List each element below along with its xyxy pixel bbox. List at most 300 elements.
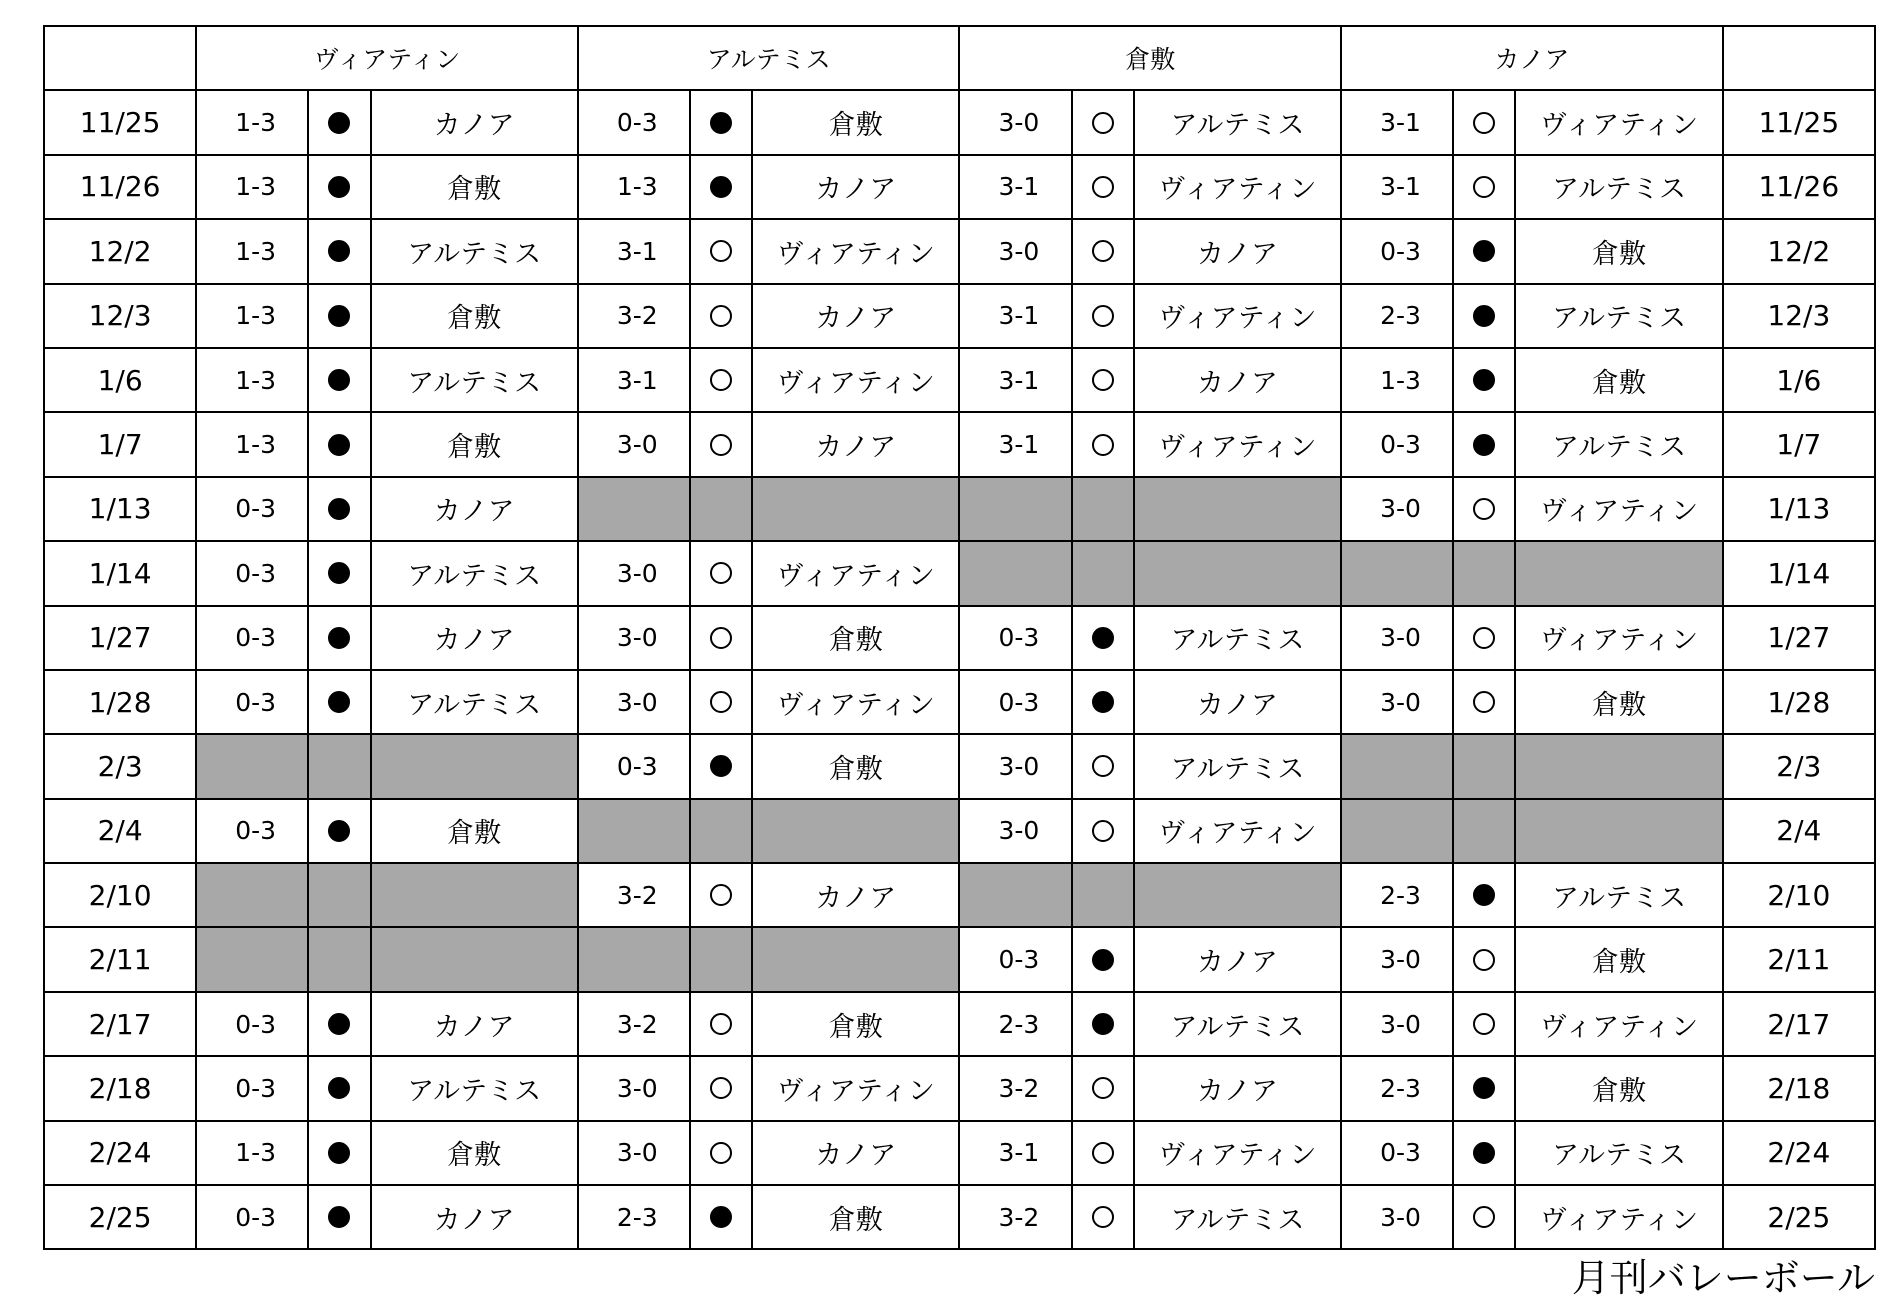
score-cell: 0-3 bbox=[196, 1185, 308, 1249]
open-circle-icon bbox=[710, 884, 732, 906]
date-cell: 2/25 bbox=[44, 1185, 196, 1249]
score-cell: 3-1 bbox=[959, 155, 1071, 219]
open-circle-icon bbox=[1473, 627, 1495, 649]
score-cell: 1-3 bbox=[196, 90, 308, 154]
result-cell bbox=[690, 1121, 752, 1185]
table-row bbox=[44, 1056, 1875, 1120]
empty-result-cell bbox=[1072, 541, 1134, 605]
result-cell bbox=[1072, 734, 1134, 798]
empty-opponent-cell bbox=[1515, 541, 1722, 605]
opponent-cell: アルテミス bbox=[371, 348, 578, 412]
opponent-cell: 倉敷 bbox=[1515, 348, 1722, 412]
filled-circle-icon bbox=[328, 1206, 350, 1228]
open-circle-icon bbox=[710, 1142, 732, 1164]
open-circle-icon bbox=[710, 627, 732, 649]
date-cell: 11/26 bbox=[44, 155, 196, 219]
open-circle-icon bbox=[710, 562, 732, 584]
score-cell: 1-3 bbox=[196, 155, 308, 219]
open-circle-icon bbox=[710, 434, 732, 456]
result-cell bbox=[308, 348, 370, 412]
opponent-cell: 倉敷 bbox=[1515, 670, 1722, 734]
schedule-table bbox=[43, 25, 1876, 1250]
result-cell bbox=[1453, 992, 1515, 1056]
result-cell bbox=[1453, 155, 1515, 219]
opponent-cell: アルテミス bbox=[1134, 734, 1341, 798]
filled-circle-icon bbox=[1473, 1142, 1495, 1164]
opponent-cell: アルテミス bbox=[1134, 90, 1341, 154]
opponent-cell: カノア bbox=[371, 90, 578, 154]
open-circle-icon bbox=[1092, 112, 1114, 134]
empty-score-cell bbox=[959, 863, 1071, 927]
table-row bbox=[44, 1185, 1875, 1249]
opponent-cell: カノア bbox=[752, 1121, 959, 1185]
empty-opponent-cell bbox=[1134, 477, 1341, 541]
score-cell: 3-0 bbox=[578, 412, 690, 476]
empty-result-cell bbox=[308, 927, 370, 991]
filled-circle-icon bbox=[328, 434, 350, 456]
date-cell-right: 1/6 bbox=[1723, 348, 1875, 412]
empty-opponent-cell bbox=[752, 927, 959, 991]
score-cell: 1-3 bbox=[196, 284, 308, 348]
empty-score-cell bbox=[1341, 541, 1453, 605]
opponent-cell: カノア bbox=[1134, 1056, 1341, 1120]
filled-circle-icon bbox=[328, 820, 350, 842]
empty-opponent-cell bbox=[371, 863, 578, 927]
opponent-cell: 倉敷 bbox=[752, 734, 959, 798]
score-cell: 3-0 bbox=[959, 90, 1071, 154]
opponent-cell: ヴィアティン bbox=[1134, 1121, 1341, 1185]
filled-circle-icon bbox=[328, 112, 350, 134]
open-circle-icon bbox=[1092, 1142, 1114, 1164]
score-cell: 0-3 bbox=[196, 606, 308, 670]
open-circle-icon bbox=[710, 1013, 732, 1035]
table-row bbox=[44, 606, 1875, 670]
open-circle-icon bbox=[1092, 755, 1114, 777]
filled-circle-icon bbox=[328, 369, 350, 391]
table-row bbox=[44, 670, 1875, 734]
table-row bbox=[44, 799, 1875, 863]
table-row bbox=[44, 1121, 1875, 1185]
table-row bbox=[44, 284, 1875, 348]
opponent-cell: アルテミス bbox=[1134, 1185, 1341, 1249]
result-cell bbox=[690, 606, 752, 670]
opponent-cell: ヴィアティン bbox=[752, 670, 959, 734]
score-cell: 3-0 bbox=[959, 219, 1071, 283]
result-cell bbox=[1453, 927, 1515, 991]
opponent-cell: 倉敷 bbox=[1515, 219, 1722, 283]
filled-circle-icon bbox=[1473, 1077, 1495, 1099]
date-cell: 2/10 bbox=[44, 863, 196, 927]
result-cell bbox=[308, 90, 370, 154]
result-cell bbox=[308, 155, 370, 219]
result-cell bbox=[308, 284, 370, 348]
filled-circle-icon bbox=[328, 240, 350, 262]
opponent-cell: アルテミス bbox=[1515, 284, 1722, 348]
date-cell: 11/25 bbox=[44, 90, 196, 154]
date-cell: 1/27 bbox=[44, 606, 196, 670]
source-credit: 月刊バレーボール bbox=[1571, 1256, 1875, 1300]
result-cell bbox=[1072, 670, 1134, 734]
date-cell: 1/7 bbox=[44, 412, 196, 476]
table-row bbox=[44, 992, 1875, 1056]
result-cell bbox=[1453, 863, 1515, 927]
result-cell bbox=[308, 412, 370, 476]
date-cell-right: 11/26 bbox=[1723, 155, 1875, 219]
opponent-cell: カノア bbox=[1134, 219, 1341, 283]
open-circle-icon bbox=[1092, 434, 1114, 456]
result-cell bbox=[1072, 1056, 1134, 1120]
result-cell bbox=[1453, 1121, 1515, 1185]
result-cell bbox=[690, 219, 752, 283]
opponent-cell: カノア bbox=[752, 155, 959, 219]
header-corner-right bbox=[1723, 26, 1875, 90]
opponent-cell: カノア bbox=[752, 284, 959, 348]
result-cell bbox=[1453, 1056, 1515, 1120]
result-cell bbox=[690, 541, 752, 605]
table-row bbox=[44, 541, 1875, 605]
empty-score-cell bbox=[196, 927, 308, 991]
result-cell bbox=[690, 734, 752, 798]
table-row bbox=[44, 155, 1875, 219]
score-cell: 0-3 bbox=[578, 90, 690, 154]
score-cell: 3-0 bbox=[1341, 1185, 1453, 1249]
empty-result-cell bbox=[1072, 863, 1134, 927]
result-cell bbox=[1072, 1185, 1134, 1249]
score-cell: 1-3 bbox=[578, 155, 690, 219]
open-circle-icon bbox=[1092, 369, 1114, 391]
score-cell: 3-1 bbox=[1341, 155, 1453, 219]
empty-score-cell bbox=[578, 927, 690, 991]
result-cell bbox=[1453, 219, 1515, 283]
opponent-cell: カノア bbox=[752, 412, 959, 476]
result-cell bbox=[1453, 670, 1515, 734]
opponent-cell: 倉敷 bbox=[752, 1185, 959, 1249]
empty-score-cell bbox=[1341, 799, 1453, 863]
result-cell bbox=[1072, 90, 1134, 154]
result-cell bbox=[690, 412, 752, 476]
date-cell-right: 2/11 bbox=[1723, 927, 1875, 991]
score-cell: 3-0 bbox=[959, 799, 1071, 863]
opponent-cell: カノア bbox=[371, 992, 578, 1056]
filled-circle-icon bbox=[328, 305, 350, 327]
opponent-cell: ヴィアティン bbox=[1134, 155, 1341, 219]
result-cell bbox=[1453, 477, 1515, 541]
date-cell: 2/11 bbox=[44, 927, 196, 991]
filled-circle-icon bbox=[1092, 1013, 1114, 1035]
result-cell bbox=[1072, 155, 1134, 219]
date-cell: 1/13 bbox=[44, 477, 196, 541]
opponent-cell: 倉敷 bbox=[752, 90, 959, 154]
open-circle-icon bbox=[1092, 1077, 1114, 1099]
opponent-cell: 倉敷 bbox=[1515, 1056, 1722, 1120]
score-cell: 2-3 bbox=[1341, 1056, 1453, 1120]
result-cell bbox=[308, 1056, 370, 1120]
open-circle-icon bbox=[1473, 1206, 1495, 1228]
score-cell: 0-3 bbox=[196, 670, 308, 734]
open-circle-icon bbox=[1473, 498, 1495, 520]
opponent-cell: ヴィアティン bbox=[1515, 606, 1722, 670]
score-cell: 3-2 bbox=[959, 1056, 1071, 1120]
date-cell-right: 2/17 bbox=[1723, 992, 1875, 1056]
opponent-cell: カノア bbox=[752, 863, 959, 927]
open-circle-icon bbox=[1092, 305, 1114, 327]
score-cell: 3-0 bbox=[578, 1056, 690, 1120]
score-cell: 0-3 bbox=[578, 734, 690, 798]
empty-result-cell bbox=[308, 863, 370, 927]
filled-circle-icon bbox=[328, 1013, 350, 1035]
empty-result-cell bbox=[1453, 734, 1515, 798]
date-cell-right: 11/25 bbox=[1723, 90, 1875, 154]
opponent-cell: アルテミス bbox=[1515, 412, 1722, 476]
date-cell: 2/3 bbox=[44, 734, 196, 798]
score-cell: 3-2 bbox=[578, 992, 690, 1056]
date-cell: 2/4 bbox=[44, 799, 196, 863]
result-cell bbox=[690, 90, 752, 154]
empty-opponent-cell bbox=[1134, 541, 1341, 605]
score-cell: 0-3 bbox=[196, 992, 308, 1056]
opponent-cell: カノア bbox=[371, 477, 578, 541]
empty-result-cell bbox=[1072, 477, 1134, 541]
score-cell: 0-3 bbox=[196, 477, 308, 541]
date-cell-right: 1/14 bbox=[1723, 541, 1875, 605]
score-cell: 0-3 bbox=[196, 541, 308, 605]
filled-circle-icon bbox=[1473, 369, 1495, 391]
empty-opponent-cell bbox=[752, 477, 959, 541]
opponent-cell: アルテミス bbox=[1515, 155, 1722, 219]
result-cell bbox=[1072, 606, 1134, 670]
score-cell: 3-0 bbox=[578, 541, 690, 605]
opponent-cell: 倉敷 bbox=[371, 284, 578, 348]
result-cell bbox=[690, 670, 752, 734]
score-cell: 3-0 bbox=[1341, 670, 1453, 734]
result-cell bbox=[1453, 1185, 1515, 1249]
opponent-cell: ヴィアティン bbox=[1134, 799, 1341, 863]
schedule-body bbox=[44, 26, 1875, 1249]
score-cell: 3-0 bbox=[578, 670, 690, 734]
date-cell: 2/18 bbox=[44, 1056, 196, 1120]
empty-opponent-cell bbox=[1515, 734, 1722, 798]
table-row bbox=[44, 90, 1875, 154]
score-cell: 1-3 bbox=[196, 412, 308, 476]
opponent-cell: ヴィアティン bbox=[752, 219, 959, 283]
score-cell: 1-3 bbox=[196, 219, 308, 283]
score-cell: 3-2 bbox=[578, 863, 690, 927]
score-cell: 3-0 bbox=[1341, 927, 1453, 991]
open-circle-icon bbox=[1473, 176, 1495, 198]
score-cell: 0-3 bbox=[1341, 1121, 1453, 1185]
result-cell bbox=[1072, 1121, 1134, 1185]
opponent-cell: アルテミス bbox=[371, 670, 578, 734]
result-cell bbox=[308, 1185, 370, 1249]
result-cell bbox=[1072, 284, 1134, 348]
score-cell: 0-3 bbox=[196, 799, 308, 863]
score-cell: 1-3 bbox=[196, 1121, 308, 1185]
empty-score-cell bbox=[196, 734, 308, 798]
score-cell: 3-0 bbox=[1341, 992, 1453, 1056]
opponent-cell: 倉敷 bbox=[752, 606, 959, 670]
score-cell: 1-3 bbox=[1341, 348, 1453, 412]
score-cell: 0-3 bbox=[959, 927, 1071, 991]
score-cell: 0-3 bbox=[1341, 412, 1453, 476]
score-cell: 2-3 bbox=[1341, 863, 1453, 927]
opponent-cell: カノア bbox=[1134, 670, 1341, 734]
date-cell: 2/24 bbox=[44, 1121, 196, 1185]
empty-score-cell bbox=[578, 799, 690, 863]
result-cell bbox=[308, 670, 370, 734]
table-row bbox=[44, 348, 1875, 412]
empty-score-cell bbox=[959, 541, 1071, 605]
result-cell bbox=[1072, 799, 1134, 863]
open-circle-icon bbox=[1473, 112, 1495, 134]
date-cell: 1/28 bbox=[44, 670, 196, 734]
empty-result-cell bbox=[690, 927, 752, 991]
result-cell bbox=[308, 799, 370, 863]
filled-circle-icon bbox=[1092, 627, 1114, 649]
open-circle-icon bbox=[1473, 949, 1495, 971]
date-cell: 12/2 bbox=[44, 219, 196, 283]
result-cell bbox=[308, 219, 370, 283]
score-cell: 2-3 bbox=[578, 1185, 690, 1249]
table-row bbox=[44, 863, 1875, 927]
result-cell bbox=[308, 992, 370, 1056]
team-header-kanoa: カノア bbox=[1341, 26, 1723, 90]
opponent-cell: カノア bbox=[1134, 348, 1341, 412]
open-circle-icon bbox=[710, 369, 732, 391]
empty-result-cell bbox=[308, 734, 370, 798]
filled-circle-icon bbox=[328, 691, 350, 713]
score-cell: 3-1 bbox=[959, 412, 1071, 476]
result-cell bbox=[308, 477, 370, 541]
table-row bbox=[44, 477, 1875, 541]
table-row bbox=[44, 219, 1875, 283]
opponent-cell: ヴィアティン bbox=[752, 541, 959, 605]
date-cell-right: 12/2 bbox=[1723, 219, 1875, 283]
filled-circle-icon bbox=[710, 112, 732, 134]
opponent-cell: ヴィアティン bbox=[1134, 284, 1341, 348]
filled-circle-icon bbox=[328, 1142, 350, 1164]
opponent-cell: アルテミス bbox=[371, 541, 578, 605]
date-cell-right: 2/3 bbox=[1723, 734, 1875, 798]
date-cell: 2/17 bbox=[44, 992, 196, 1056]
result-cell bbox=[308, 1121, 370, 1185]
table-row bbox=[44, 927, 1875, 991]
header-corner-left bbox=[44, 26, 196, 90]
date-cell-right: 2/25 bbox=[1723, 1185, 1875, 1249]
score-cell: 0-3 bbox=[959, 670, 1071, 734]
filled-circle-icon bbox=[328, 1077, 350, 1099]
result-cell bbox=[690, 863, 752, 927]
date-cell-right: 2/10 bbox=[1723, 863, 1875, 927]
filled-circle-icon bbox=[1473, 240, 1495, 262]
team-header-artemis: アルテミス bbox=[578, 26, 960, 90]
date-cell: 12/3 bbox=[44, 284, 196, 348]
opponent-cell: ヴィアティン bbox=[1515, 1185, 1722, 1249]
date-cell: 1/14 bbox=[44, 541, 196, 605]
open-circle-icon bbox=[1092, 1206, 1114, 1228]
open-circle-icon bbox=[710, 1077, 732, 1099]
result-cell bbox=[1072, 219, 1134, 283]
opponent-cell: 倉敷 bbox=[371, 1121, 578, 1185]
result-cell bbox=[1453, 348, 1515, 412]
opponent-cell: 倉敷 bbox=[752, 992, 959, 1056]
filled-circle-icon bbox=[1092, 949, 1114, 971]
score-cell: 3-1 bbox=[578, 348, 690, 412]
date-cell-right: 1/13 bbox=[1723, 477, 1875, 541]
filled-circle-icon bbox=[328, 176, 350, 198]
opponent-cell: アルテミス bbox=[1515, 1121, 1722, 1185]
score-cell: 3-0 bbox=[1341, 606, 1453, 670]
date-cell: 1/6 bbox=[44, 348, 196, 412]
score-cell: 3-0 bbox=[959, 734, 1071, 798]
opponent-cell: ヴィアティン bbox=[1515, 992, 1722, 1056]
filled-circle-icon bbox=[1473, 884, 1495, 906]
opponent-cell: 倉敷 bbox=[1515, 927, 1722, 991]
filled-circle-icon bbox=[1473, 434, 1495, 456]
empty-opponent-cell bbox=[1134, 863, 1341, 927]
open-circle-icon bbox=[1092, 240, 1114, 262]
open-circle-icon bbox=[710, 240, 732, 262]
score-cell: 3-0 bbox=[578, 1121, 690, 1185]
result-cell bbox=[690, 1056, 752, 1120]
opponent-cell: カノア bbox=[371, 1185, 578, 1249]
score-cell: 3-1 bbox=[578, 219, 690, 283]
filled-circle-icon bbox=[328, 562, 350, 584]
team-header-viatin: ヴィアティン bbox=[196, 26, 578, 90]
opponent-cell: 倉敷 bbox=[371, 155, 578, 219]
result-cell bbox=[1453, 90, 1515, 154]
opponent-cell: ヴィアティン bbox=[1134, 412, 1341, 476]
score-cell: 1-3 bbox=[196, 348, 308, 412]
score-cell: 3-2 bbox=[578, 284, 690, 348]
result-cell bbox=[690, 284, 752, 348]
empty-score-cell bbox=[578, 477, 690, 541]
table-row bbox=[44, 734, 1875, 798]
score-cell: 3-0 bbox=[1341, 477, 1453, 541]
score-cell: 3-2 bbox=[959, 1185, 1071, 1249]
empty-score-cell bbox=[959, 477, 1071, 541]
empty-score-cell bbox=[196, 863, 308, 927]
opponent-cell: ヴィアティン bbox=[752, 1056, 959, 1120]
result-cell bbox=[690, 1185, 752, 1249]
date-cell-right: 1/28 bbox=[1723, 670, 1875, 734]
score-cell: 2-3 bbox=[1341, 284, 1453, 348]
open-circle-icon bbox=[1473, 1013, 1495, 1035]
filled-circle-icon bbox=[328, 498, 350, 520]
opponent-cell: アルテミス bbox=[1134, 606, 1341, 670]
score-cell: 2-3 bbox=[959, 992, 1071, 1056]
result-cell bbox=[1072, 927, 1134, 991]
score-cell: 0-3 bbox=[959, 606, 1071, 670]
empty-result-cell bbox=[1453, 799, 1515, 863]
empty-result-cell bbox=[1453, 541, 1515, 605]
result-cell bbox=[1072, 992, 1134, 1056]
opponent-cell: アルテミス bbox=[371, 1056, 578, 1120]
filled-circle-icon bbox=[1092, 691, 1114, 713]
filled-circle-icon bbox=[1473, 305, 1495, 327]
result-cell bbox=[690, 155, 752, 219]
header-row bbox=[44, 26, 1875, 90]
empty-opponent-cell bbox=[752, 799, 959, 863]
result-cell bbox=[1453, 412, 1515, 476]
table-row bbox=[44, 412, 1875, 476]
empty-opponent-cell bbox=[371, 927, 578, 991]
opponent-cell: カノア bbox=[1134, 927, 1341, 991]
filled-circle-icon bbox=[328, 627, 350, 649]
score-cell: 3-1 bbox=[1341, 90, 1453, 154]
open-circle-icon bbox=[710, 305, 732, 327]
open-circle-icon bbox=[710, 691, 732, 713]
date-cell-right: 12/3 bbox=[1723, 284, 1875, 348]
